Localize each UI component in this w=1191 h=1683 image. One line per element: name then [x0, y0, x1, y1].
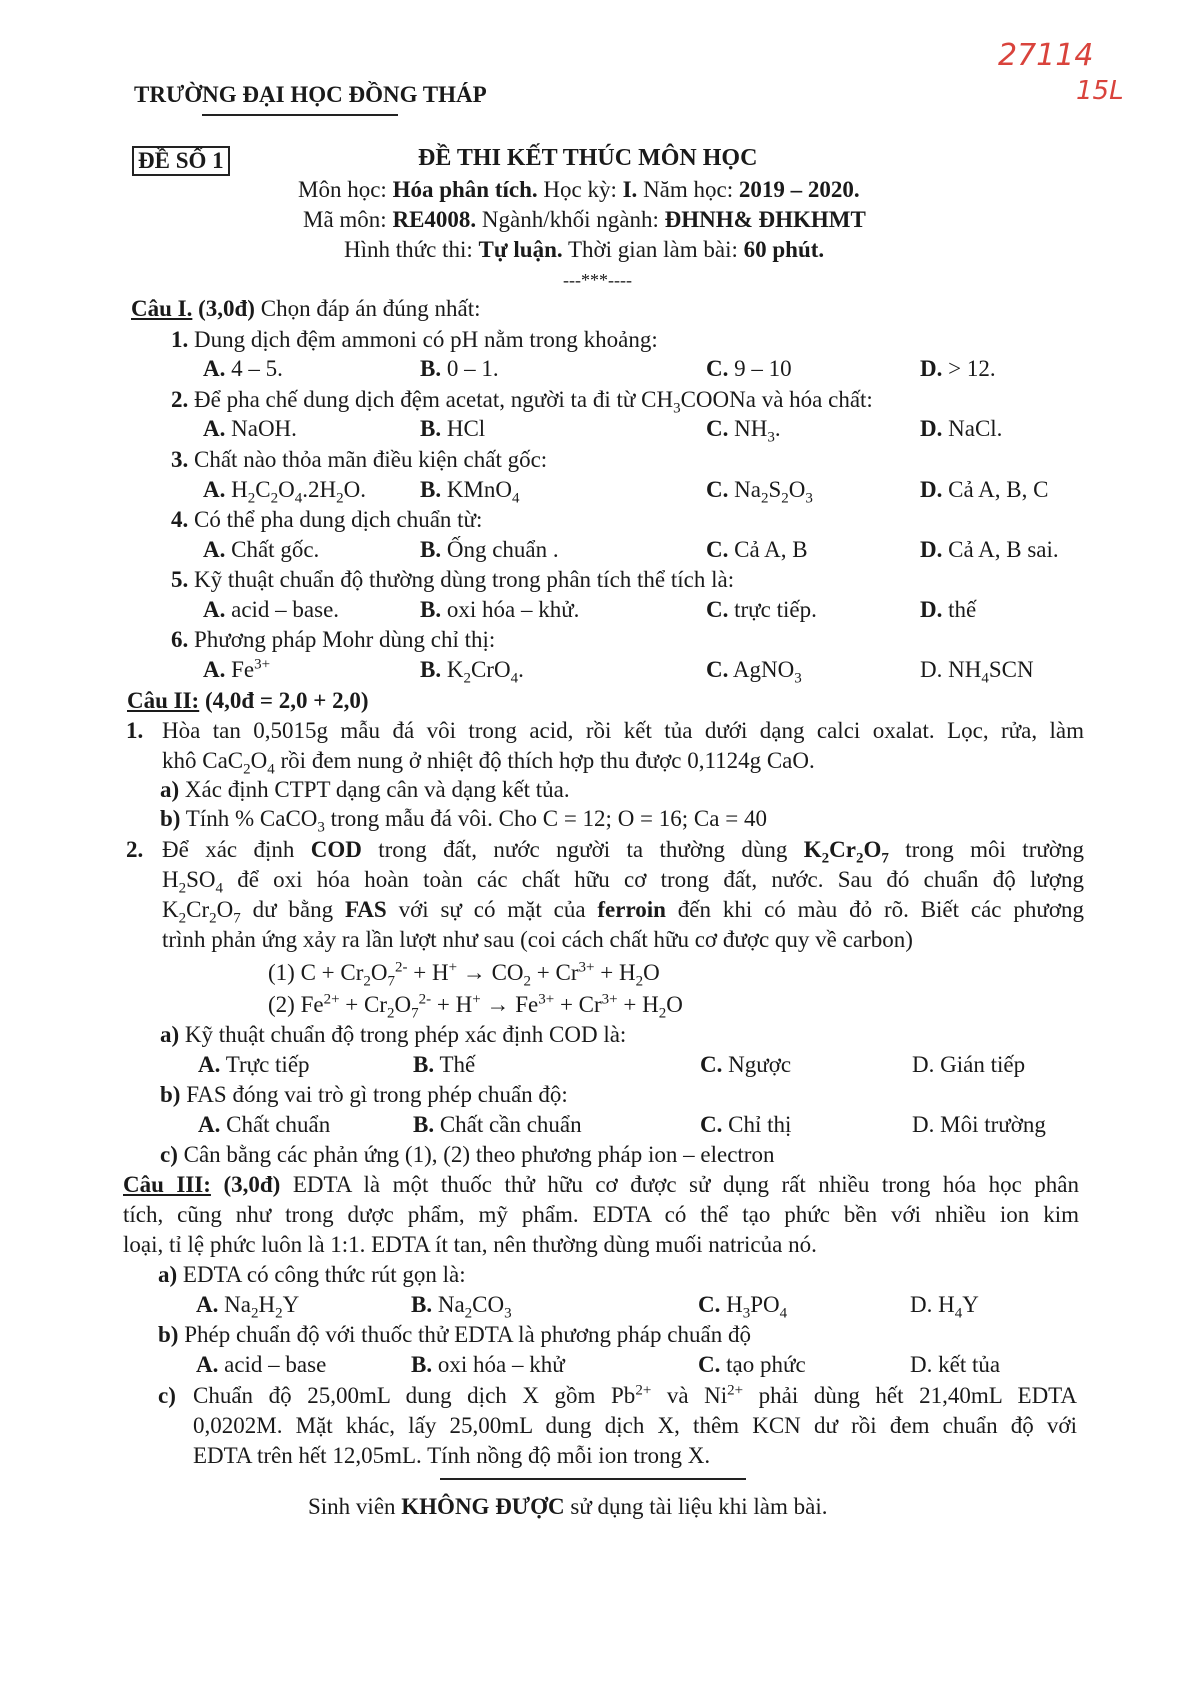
q1-6-option-b: B. $K_2CrO_4$.: [420, 657, 524, 687]
school-name: TRƯỜNG ĐẠI HỌC ĐỒNG THÁP: [134, 82, 487, 107]
q1-4-option-b: B. Ống chuẩn .: [420, 537, 559, 562]
q2-part1-number: 1.: [126, 718, 144, 743]
q3-c-line2: 0,0202M. Mặt khác, lấy 25,00mL dung dịch X, thêm KCN dư rồi đem chuẩn độ với: [193, 1413, 1077, 1438]
q1-4-option-d: D. Cả A, B sai.: [920, 537, 1059, 562]
q3-a-option-b: B. $Na_2CO_3$: [411, 1292, 512, 1322]
q1-item-3: 3. Chất nào thỏa mãn điều kiện chất gốc:: [171, 447, 548, 472]
q3-b-option-d: D. kết tủa: [910, 1352, 1001, 1377]
footer-rule: [440, 1478, 746, 1480]
q1-item-1: 1. Dung dịch đệm ammoni có pH nằm trong khoảng:: [171, 327, 658, 352]
q1-6-option-d: D. $NH_4SCN$: [920, 657, 1034, 687]
q2-2b-option-b: B. Chất cần chuẩn: [413, 1112, 582, 1137]
q1-item-6: 6. Phương pháp Mohr dùng chỉ thị:: [171, 627, 496, 652]
q1-1-option-d: D. > 12.: [920, 356, 996, 381]
q3-a: a) EDTA có công thức rút gọn là:: [158, 1262, 466, 1287]
q1-3-option-d: D. Cả A, B, C: [920, 477, 1049, 502]
q1-2-option-d: D. NaCl.: [920, 416, 1003, 441]
q1-3-option-c: C. $Na_2S_2O_3$: [706, 477, 813, 507]
q3-b: b) Phép chuẩn độ với thuốc thử EDTA là phương pháp chuẩn độ: [158, 1322, 751, 1347]
q3-line1: Câu III: (3,0đ) EDTA là một thuốc thử hữu cơ được sử dụng rất nhiều trong hóa học phân: [123, 1172, 1080, 1197]
subject-line: Môn học: Hóa phân tích. Học kỳ: I. Năm học: 2019 – 2020.: [298, 177, 860, 202]
q2-part1-a: a) Xác định CTPT dạng cân và dạng kết tủa.: [160, 777, 570, 802]
q1-6-option-c: C. AgNO$_3$: [706, 657, 802, 687]
q2-part2-line3: $K_2Cr_2O_7$ dư bằng FAS với sự có mặt của ferroin đến khi có màu đỏ rõ. Biết các phương: [162, 897, 1084, 927]
q3-line2: tích, cũng như trong dược phẩm, mỹ phẩm. EDTA có thể tạo phức bền với nhiều ion kim: [123, 1202, 1079, 1227]
q2-part2-a: a) Kỹ thuật chuẩn độ trong phép xác định COD là:: [160, 1022, 627, 1047]
reaction-1: (1) $C + Cr_2O_7^{2-} + H^+ \to CO_2 + Cr^{3+} + H_2O$: [268, 959, 660, 990]
q3-a-option-d: D. $H_4Y$: [910, 1292, 979, 1322]
q2-2b-option-a: A. Chất chuẩn: [198, 1112, 331, 1137]
handwritten-note: 15L: [1076, 76, 1124, 106]
q2-2a-option-b: B. Thế: [413, 1052, 476, 1077]
q1-2-option-a: A. NaOH.: [203, 416, 297, 441]
q2-part2-line1: Để xác định COD trong đất, nước người ta thường dùng $K_2Cr_2O_7$ trong môi trường: [162, 837, 1084, 867]
q1-1-option-c: C. 9 – 10: [706, 356, 792, 381]
q1-1-option-b: B. 0 – 1.: [420, 356, 499, 381]
q2-part2-c: c) Cân bằng các phản ứng (1), (2) theo phương pháp ion – electron: [160, 1142, 775, 1167]
reaction-2: (2) $Fe^{2+} + Cr_2O_7^{2-} + H^+ \to Fe^{3+} + Cr^{3+} + H_2O$: [268, 991, 683, 1022]
q2-part2-b: b) FAS đóng vai trò gì trong phép chuẩn độ:: [160, 1082, 568, 1107]
q3-c-label: c): [158, 1383, 176, 1408]
q3-a-option-c: C. $H_3PO_4$: [698, 1292, 788, 1322]
q1-3-option-b: B. KMnO$_4$: [420, 477, 520, 507]
q1-item-5: 5. Kỹ thuật chuẩn độ thường dùng trong phân tích thể tích là:: [171, 567, 735, 592]
q2-heading: Câu II: (4,0đ = 2,0 + 2,0): [127, 688, 369, 713]
q3-b-option-b: B. oxi hóa – khử: [411, 1352, 565, 1377]
q1-4-option-a: A. Chất gốc.: [203, 537, 320, 562]
exam-format-line: Hình thức thi: Tự luận. Thời gian làm bài: 60 phút.: [344, 237, 825, 262]
handwritten-code: 27114: [998, 38, 1094, 73]
q1-heading: Câu I. (3,0đ) Chọn đáp án đúng nhất:: [131, 296, 481, 321]
q2-part1-line2: khô $CaC_2O_4$ rồi đem nung ở nhiệt độ thích hợp thu được 0,1124g CaO.: [162, 748, 815, 778]
school-underline: [202, 114, 398, 116]
q2-2b-option-c: C. Chỉ thị: [700, 1112, 792, 1137]
q1-5-option-a: A. acid – base.: [203, 597, 340, 622]
q3-c-line3: EDTA trên hết 12,05mL. Tính nồng độ mỗi ion trong X.: [193, 1443, 711, 1468]
q1-3-option-a: A. $H_2C_2O_4.2H_2O$.: [203, 477, 366, 507]
q2-part1-b: b) Tính % CaCO$_3$ trong mẫu đá vôi. Cho C = 12; O = 16; Ca = 40: [160, 806, 767, 836]
q1-4-option-c: C. Cả A, B: [706, 537, 808, 562]
separator-stars: ---***----: [563, 270, 632, 290]
footer-notice: Sinh viên KHÔNG ĐƯỢC sử dụng tài liệu khi làm bài.: [308, 1494, 828, 1519]
q2-part2-line4: trình phản ứng xảy ra lần lượt như sau (coi cách chất hữu cơ được quy về carbon): [162, 927, 913, 952]
q1-2-option-b: B. HCl: [420, 416, 486, 441]
course-code-line: Mã môn: RE4008. Ngành/khối ngành: ĐHNH& ĐHKHMT: [303, 207, 866, 232]
q2-part1-line1: Hòa tan 0,5015g mẫu đá vôi trong acid, rồi kết tủa dưới dạng calci oxalat. Lọc, rửa, làm: [162, 718, 1084, 743]
q2-part2-number: 2.: [126, 837, 144, 862]
exam-title: ĐỀ THI KẾT THÚC MÔN HỌC: [418, 145, 758, 171]
q1-2-option-c: C. $NH_3$.: [706, 416, 781, 446]
q1-5-option-c: C. trực tiếp.: [706, 597, 817, 622]
q3-c-line1: Chuẩn độ 25,00mL dung dịch X gồm $Pb^{2+}$ và $Ni^{2+}$ phải dùng hết 21,40mL EDTA: [193, 1382, 1077, 1408]
q3-b-option-c: C. tạo phức: [698, 1352, 806, 1377]
q2-2a-option-c: C. Ngược: [700, 1052, 792, 1077]
q1-item-2: 2. Để pha chế dung dịch đệm acetat, người ta đi từ $CH_3COONa$ và hóa chất:: [171, 387, 873, 417]
exam-number-box: ĐỀ SỐ 1: [132, 146, 230, 176]
q2-2a-option-a: A. Trực tiếp: [198, 1052, 310, 1077]
q2-2a-option-d: D. Gián tiếp: [912, 1052, 1026, 1077]
q3-line3: loại, tỉ lệ phức luôn là 1:1. EDTA ít tan, nên thường dùng muối natricủa nó.: [123, 1232, 817, 1257]
q3-b-option-a: A. acid – base: [196, 1352, 327, 1377]
q1-1-option-a: A. 4 – 5.: [203, 356, 283, 381]
q1-5-option-d: D. thế: [920, 597, 977, 622]
q3-a-option-a: A. $Na_2H_2Y$: [196, 1292, 300, 1322]
q2-part2-line2: $H_2SO_4$ để oxi hóa hoàn toàn các chất hữu cơ trong đất, nước. Sau đó chuẩn độ lượng: [162, 867, 1084, 897]
q1-6-option-a: A. $Fe^{3+}$: [203, 656, 271, 682]
q1-5-option-b: B. oxi hóa – khử.: [420, 597, 580, 622]
q1-item-4: 4. Có thể pha dung dịch chuẩn từ:: [171, 507, 483, 532]
q2-2b-option-d: D. Môi trường: [912, 1112, 1046, 1137]
